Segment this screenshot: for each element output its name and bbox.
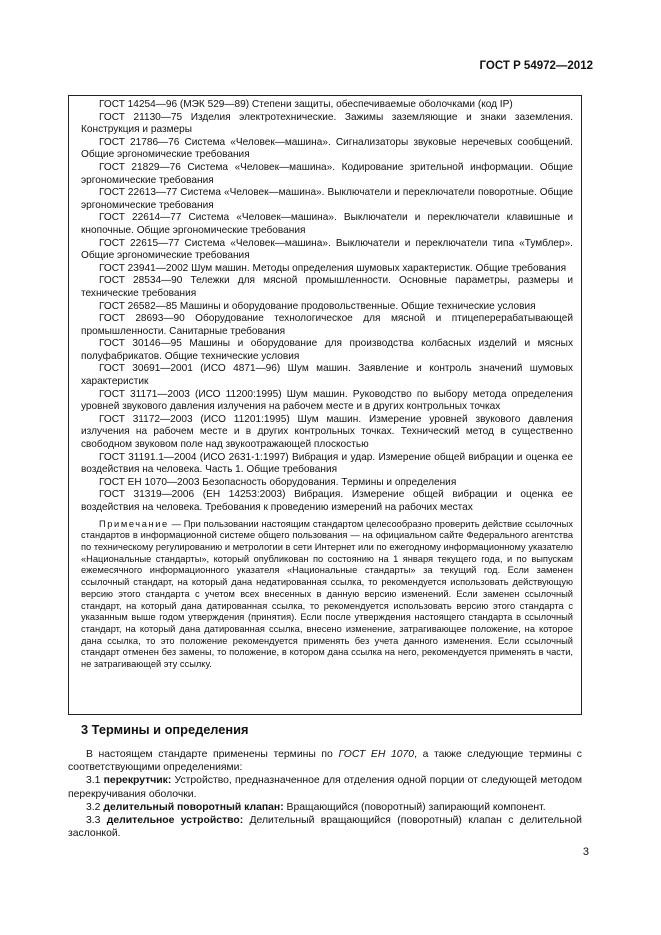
- reference-item: ГОСТ ЕН 1070—2003 Безопасность оборудования. Термины и определения: [99, 476, 457, 488]
- term-3-2: [68, 801, 582, 814]
- intro-text: В настоящем стандарте применены термины по: [86, 749, 339, 760]
- reference-item: ГОСТ 31319—2006 (ЕН 14253:2003) Вибрация. Измерение общей вибрации и оценка ее воздействия на человека. Требования к проведению измерений на рабочих местах: [81, 489, 573, 513]
- page-number: 3: [582, 846, 589, 858]
- reference-item: ГОСТ 31191.1—2004 (ИСО 2631-1:1997) Вибрация и удар. Измерение общей вибрации и оценка ее воздействия на человека. Часть 1. Общие требования: [81, 451, 573, 476]
- term-number: 3.2: [86, 801, 104, 813]
- reference-item: ГОСТ 26582—85 Машины и оборудование продовольственные. Общие технические условия: [99, 300, 536, 312]
- note-label: Примечание: [99, 518, 169, 529]
- reference-item: ГОСТ 14254—96 (МЭК 529—89) Степени защиты, обеспечиваемые оболочками (код IP): [99, 99, 513, 110]
- reference-item: ГОСТ 23941—2002 Шум машин. Методы определения шумовых характеристик. Общие требования: [99, 262, 567, 274]
- reference-item: ГОСТ 28693—90 Оборудование технологическое для мясной и птицеперерабатывающей промышленности. Санитарные требования: [81, 313, 573, 337]
- note-text: — При пользовании настоящим стандартом целесообразно проверить действие ссылочных стандартов в информационной системе общего пользования — на официальном сайте Федерального агентства по техническому регулированию и метрологии в сети Интернет или по ежегодному информационному указателю «Национальные стандарты», который опубликован по состоянию на 1 января текущего года, и по выпускам ежемесячного информационного указателя «Национальные стандарты» за текущий год. Если заменен ссылочный стандарт, на который дана недатированная ссылка, то рекомендуется использовать действующую версию этого стандарта с учетом всех внесенных в данную версию изменений. Если заменен ссылочный стандарт, на который дана датированная ссылка, то рекомендуется использовать версию этого стандарта с указанным выше годом утверждения (принятия). Если после утверждения настоящего стандарта в ссылочный стандарт, на который дана датированная ссылка, внесено изменение, затрагивающее положение, на которое дана ссылка, то это положение рекомендуется применять без учета данного изменения. Если ссылочный стандарт отменен без замены, то положение, в котором дана ссылка на него, рекомендуется применять в части, не затрагивающей эту ссылку.: [81, 518, 573, 670]
- document-code: ГОСТ Р 54972—2012: [479, 60, 593, 72]
- intro-text-end: , а также следующие термины с соответствующими определениями:: [68, 749, 583, 774]
- reference-item: ГОСТ 22614—77 Система «Человек—машина». Выключатели и переключатели клавишные и кнопочные. Общие эргономические требования: [81, 212, 573, 236]
- normative-references-box: [68, 95, 582, 715]
- term-3-3: [68, 814, 582, 840]
- reference-item: ГОСТ 31172—2003 (ИСО 11201:1995) Шум машин. Измерение уровней звукового давления излучения на рабочем месте и в других контрольных точках. Технический метод в существенно свободном звуковом поле над звукоотражающей плоскостью: [81, 413, 573, 451]
- note-paragraph: [81, 519, 573, 671]
- term-number: 3.3: [86, 815, 107, 827]
- term-definition: Устройство, предназначенное для отделения одной порции от следующей методом перекручивания оболочки.: [68, 775, 582, 800]
- reference-item: ГОСТ 22615—77 Система «Человек—машина». Выключатели и переключатели типа «Тумблер». Общие эргономические требования: [81, 237, 573, 262]
- reference-item: ГОСТ 21130—75 Изделия электротехнические. Зажимы заземляющие и знаки заземления. Конструкция и размеры: [81, 111, 573, 136]
- term-number: 3.1: [86, 775, 104, 787]
- reference-item: ГОСТ 28534—90 Тележки для мясной промышленности. Основные параметры, размеры и технические требования: [81, 275, 573, 299]
- term-definition: Делительный вращающийся (поворотный) клапан с делительной заслонкой.: [68, 815, 582, 840]
- term-3-1: [68, 774, 582, 800]
- term-name: делительное устройство:: [106, 815, 244, 827]
- section-terms-definitions: [68, 722, 582, 840]
- intro-reference: ГОСТ ЕН 1070: [338, 749, 415, 760]
- reference-item: ГОСТ 30146—95 Машины и оборудование для производства колбасных изделий и мясных полуфабрикатов. Общие технические условия: [81, 338, 573, 362]
- reference-item: ГОСТ 30691—2001 (ИСО 4871—96) Шум машин. Заявление и контроль значений шумовых характеристик: [81, 363, 573, 388]
- reference-item: ГОСТ 31171—2003 (ИСО 11200:1995) Шум машин. Руководство по выбору метода определения уровней звукового давления излучения на рабочем месте и в других контрольных точках: [81, 388, 573, 413]
- section-title: 3 Термины и определения: [81, 722, 249, 737]
- reference-item: ГОСТ 21786—76 Система «Человек—машина». Сигнализаторы звуковые неречевых сообщений. Общие эргономические требования: [81, 136, 573, 161]
- reference-item: ГОСТ 22613—77 Система «Человек—машина». Выключатели и переключатели поворотные. Общие эргономические требования: [81, 187, 573, 211]
- section-intro: [68, 748, 582, 774]
- term-definition: Вращающийся (поворотный) запирающий компонент.: [283, 801, 546, 813]
- reference-item: ГОСТ 21829—76 Система «Человек—машина». Кодирование зрительной информации. Общие эргономические требования: [81, 161, 573, 186]
- term-name: делительный поворотный клапан:: [103, 801, 284, 813]
- term-name: перекрутчик:: [103, 775, 172, 787]
